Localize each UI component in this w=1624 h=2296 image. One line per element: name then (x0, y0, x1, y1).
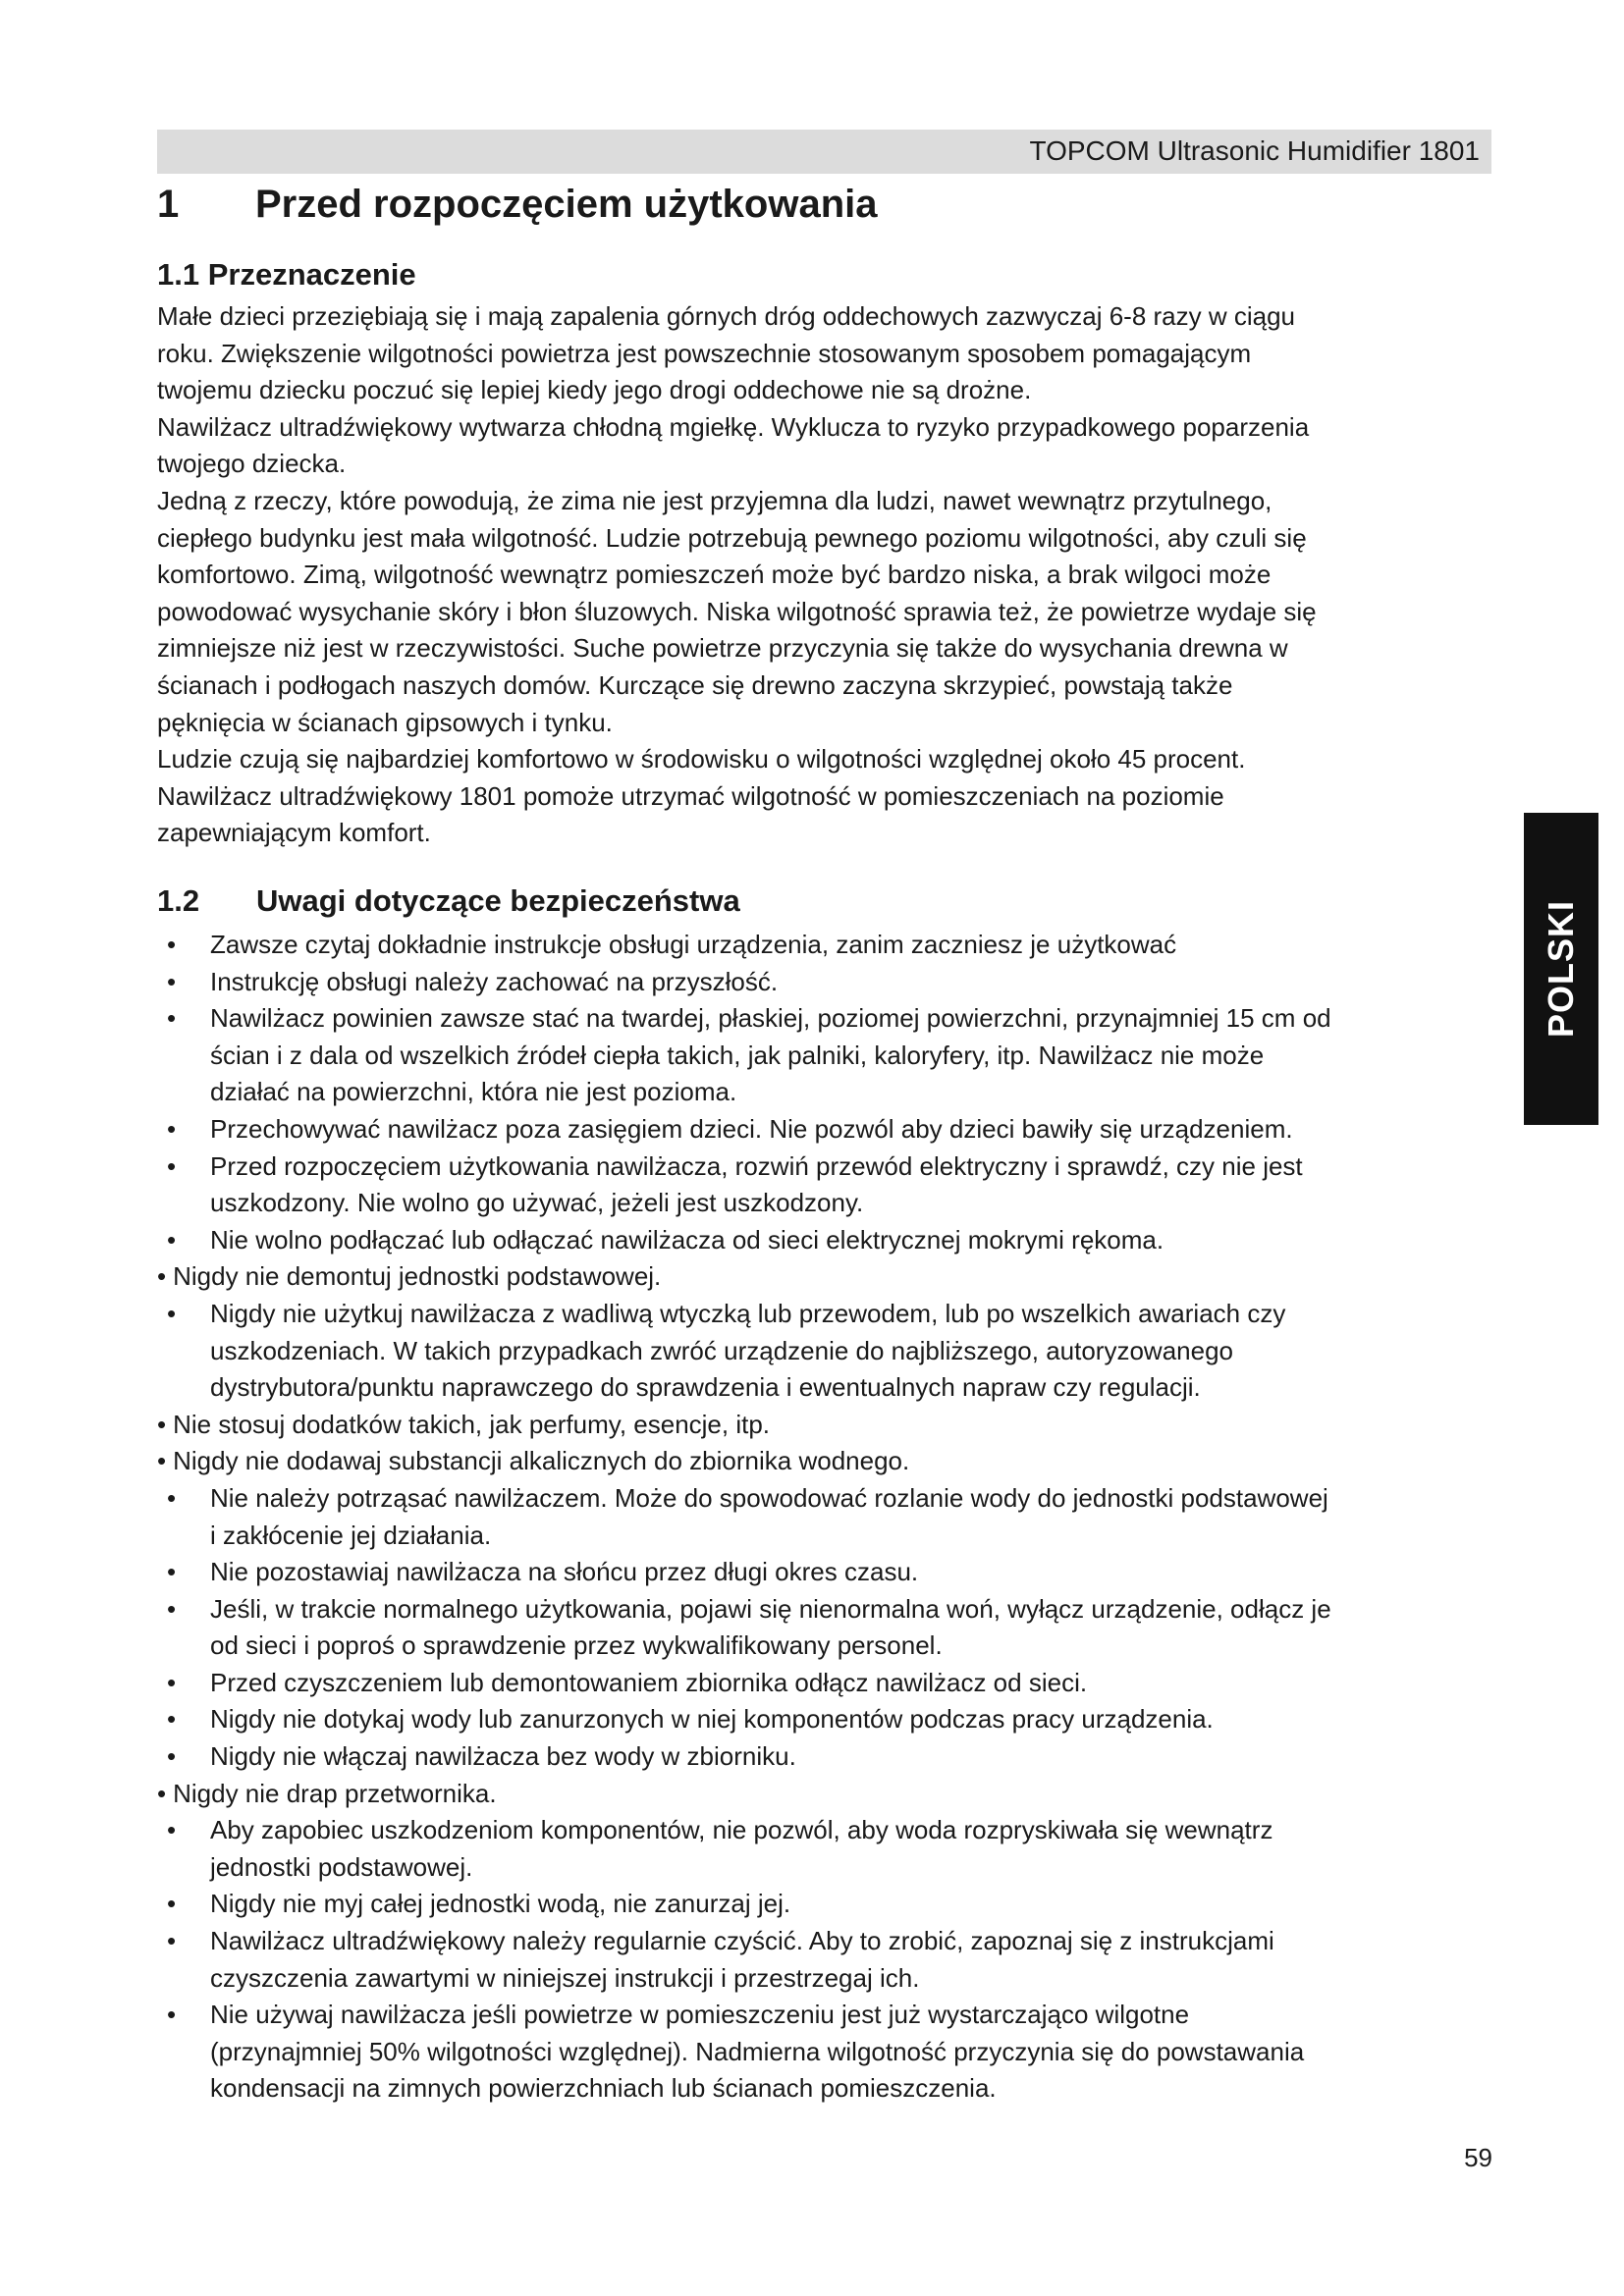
list-item-line: Aby zapobiec uszkodzeniom komponentów, nie pozwól, aby woda rozpryskiwała się wewnątrz (210, 1815, 1273, 1845)
chapter-number: 1 (157, 183, 180, 226)
bullet-mark: • (167, 1926, 177, 1956)
list-item-line: uszkodzony. Nie wolno go używać, jeżeli jest uszkodzony. (210, 1188, 864, 1218)
list-item-line: Zawsze czytaj dokładnie instrukcje obsługi urządzenia, zanim zaczniesz je użytkować (210, 930, 1177, 959)
bullet-mark: • (167, 1150, 177, 1181)
text-line: roku. Zwiększenie wilgotności powietrza jest powszechnie stosowanym sposobem pomagającym (157, 338, 1252, 368)
bullet-mark: • (167, 966, 177, 996)
list-item (157, 1296, 1498, 1407)
list-item-line: Nie wolno podłączać lub odłączać nawilżacza od sieci elektrycznej mokrymi rękoma. (210, 1224, 1164, 1255)
list-item (157, 964, 1498, 1001)
list-item-line: Przechowywać nawilżacz poza zasięgiem dzieci. Nie pozwól aby dzieci bawiły się urządzeniem. (210, 1113, 1293, 1144)
bullet-mark: • (167, 1741, 177, 1772)
text-line: Nawilżacz ultradźwiękowy 1801 pomoże utrzymać wilgotność w pomieszczeniach na poziomie (157, 780, 1224, 811)
text-line: pęknięcia w ścianach gipsowych i tynku. (157, 707, 613, 737)
list-item-line: (przynajmniej 50% wilgotności względnej). Nadmierna wilgotność przyczynia się do powstawania (210, 2036, 1305, 2066)
text-line: zapewniającym komfort. (157, 818, 431, 848)
list-item (157, 1591, 1498, 1665)
text-line: zimniejsze niż jest w rzeczywistości. Suche powietrze przyczynia się także do wysychania drewna w (157, 633, 1288, 664)
bullet-mark: • (167, 1113, 177, 1144)
chapter-title: Przed rozpoczęciem użytkowania (255, 183, 878, 226)
section-number: 1.2 (157, 883, 200, 918)
list-item-line: Jeśli, w trakcie normalnego użytkowania, pojawi się nienormalna woń, wyłącz urządzenie, odłącz je (210, 1593, 1331, 1624)
list-item-text: Nigdy nie dodawaj substancji alkalicznych do zbiornika wodnego. (173, 1446, 910, 1476)
list-item-line: ścian i z dala od wszelkich źródeł ciepła takich, jak palniki, kaloryfery, itp. Nawilżacz nie może (210, 1040, 1265, 1070)
list-item-line: Nie używaj nawilżacza jeśli powietrze w pomieszczeniu jest już wystarczająco wilgotne (210, 2000, 1190, 2030)
list-item-line: od sieci i poproś o sprawdzenie przez wykwalifikowany personel. (210, 1630, 943, 1661)
list-item-line: Nie należy potrząsać nawilżaczem. Może do spowodować rozlanie wody do jednostki podstawowej (210, 1482, 1328, 1513)
list-item (157, 1148, 1498, 1222)
list-item-line (157, 1776, 1498, 1813)
list-item (157, 927, 1498, 964)
text-line: komfortowo. Zimą, wilgotność wewnątrz pomieszczeń może być bardzo niska, a brak wilgoci może (157, 560, 1272, 590)
list-item (157, 1480, 1498, 1554)
list-item-line: jednostki podstawowej. (210, 1851, 473, 1882)
list-item-line: i zakłócenie jej działania. (210, 1520, 492, 1550)
section-title: Uwagi dotyczące bezpieczeństwa (256, 883, 740, 918)
list-item (157, 1665, 1498, 1702)
safety-list (157, 927, 1498, 2108)
list-item-line: Nigdy nie dotykaj wody lub zanurzonych w niej komponentów podczas pracy urządzenia. (210, 1704, 1214, 1735)
text-line: Małe dzieci przeziębiają się i mają zapalenia górnych dróg oddechowych zazwyczaj 6-8 razy w ciągu (157, 301, 1296, 331)
text-line: twojego dziecka. (157, 449, 347, 479)
list-item-line: Nigdy nie użytkuj nawilżacza z wadliwą wtyczką lub przewodem, lub po wszelkich awariach czy (210, 1298, 1286, 1328)
bullet-mark: • (157, 1446, 167, 1476)
list-item-line: czyszczenia zawartymi w niniejszej instrukcji i przestrzegaj ich. (210, 1962, 920, 1993)
list-item-line: dystrybutora/punktu naprawczego do sprawdzenia i ewentualnych napraw czy regulacji. (210, 1372, 1201, 1403)
bullet-mark: • (167, 1003, 177, 1034)
bullet-mark: • (167, 1298, 177, 1328)
list-item-line: Nigdy nie włączaj nawilżacza bez wody w zbiorniku. (210, 1741, 796, 1772)
bullet-mark: • (167, 1704, 177, 1735)
list-item (157, 1923, 1498, 1997)
bullet-mark: • (157, 1409, 167, 1439)
language-tab-label: POLSKI (1541, 899, 1581, 1039)
list-item (157, 1443, 1498, 1480)
list-item (157, 1222, 1498, 1259)
bullet-mark: • (167, 2000, 177, 2030)
bullet-mark: • (167, 930, 177, 959)
list-item (157, 1776, 1498, 1813)
list-item-line: Nawilżacz ultradźwiękowy należy regularnie czyścić. Aby to zrobić, zapoznaj się z instrukcjami (210, 1926, 1274, 1956)
list-item (157, 1111, 1498, 1148)
list-item (157, 1000, 1498, 1111)
bullet-mark: • (167, 1482, 177, 1513)
list-item (157, 1997, 1498, 2108)
list-item-line: Instrukcję obsługi należy zachować na przyszłość. (210, 966, 779, 996)
header-bar (157, 130, 1491, 174)
text-line: powodować wysychanie skóry i błon śluzowych. Niska wilgotność sprawia też, że powietrze wydaje się (157, 596, 1317, 626)
purpose-text (157, 298, 1498, 852)
text-line: Ludzie czują się najbardziej komfortowo w środowisku o wilgotności względnej około 45 procent. (157, 744, 1246, 774)
list-item-line: kondensacji na zimnych powierzchniach lub ścianach pomieszczenia. (210, 2073, 997, 2104)
text-line: ścianach i podłogach naszych domów. Kurczące się drewno zaczyna skrzypieć, powstają także (157, 669, 1233, 700)
text-line: ciepłego budynku jest mała wilgotność. Ludzie potrzebują pewnego poziomu wilgotności, aby czuli się (157, 522, 1307, 553)
list-item-text: Nie stosuj dodatków takich, jak perfumy, esencje, itp. (173, 1409, 771, 1439)
section-heading-purpose: 1.1 Przeznaczenie (157, 257, 416, 292)
list-item (157, 1407, 1498, 1444)
text-line: Jedną z rzeczy, które powodują, że zima nie jest przyjemna dla ludzi, nawet wewnątrz przytulnego, (157, 485, 1272, 515)
language-tab (1524, 813, 1598, 1125)
list-item-line: Nawilżacz powinien zawsze stać na twardej, płaskiej, poziomej powierzchni, przynajmniej 15 cm od (210, 1003, 1331, 1034)
bullet-mark: • (167, 1557, 177, 1587)
list-item (157, 1701, 1498, 1738)
list-item-line (157, 1407, 1498, 1444)
bullet-mark: • (167, 1224, 177, 1255)
list-item (157, 1554, 1498, 1591)
bullet-mark: • (157, 1261, 167, 1292)
list-item-line: Przed rozpoczęciem użytkowania nawilżacza, rozwiń przewód elektryczny i sprawdź, czy nie jest (210, 1150, 1303, 1181)
page-number: 59 (1464, 2143, 1492, 2172)
section-heading-safety (157, 881, 740, 921)
list-item-line (157, 1443, 1498, 1480)
bullet-mark: • (157, 1778, 167, 1808)
list-item-text: Nigdy nie drap przetwornika. (173, 1778, 497, 1808)
list-item (157, 1258, 1498, 1296)
bullet-mark: • (167, 1593, 177, 1624)
list-item-line (157, 1258, 1498, 1296)
bullet-mark: • (167, 1815, 177, 1845)
list-item (157, 1812, 1498, 1886)
list-item-line: Nigdy nie myj całej jednostki wodą, nie zanurzaj jej. (210, 1889, 791, 1919)
text-line: twojemu dziecku poczuć się lepiej kiedy jego drogi oddechowe nie są drożne. (157, 375, 1032, 405)
list-item (157, 1886, 1498, 1923)
text-line: Nawilżacz ultradźwiękowy wytwarza chłodną mgiełkę. Wyklucza to ryzyko przypadkowego poparzenia (157, 411, 1310, 442)
list-item-line: uszkodzeniach. W takich przypadkach zwróć urządzenie do najbliższego, autoryzowanego (210, 1335, 1234, 1365)
bullet-mark: • (167, 1667, 177, 1697)
list-item-line: Przed czyszczeniem lub demontowaniem zbiornika odłącz nawilżacz od sieci. (210, 1667, 1088, 1697)
list-item (157, 1738, 1498, 1776)
list-item-text: Nigdy nie demontuj jednostki podstawowej. (173, 1261, 662, 1292)
header-title: TOPCOM Ultrasonic Humidifier 1801 (1029, 135, 1480, 166)
list-item-line: działać na powierzchni, która nie jest pozioma. (210, 1077, 737, 1107)
list-item-line: Nie pozostawiaj nawilżacza na słońcu przez długi okres czasu. (210, 1557, 919, 1587)
bullet-mark: • (167, 1889, 177, 1919)
chapter-heading (157, 175, 878, 234)
